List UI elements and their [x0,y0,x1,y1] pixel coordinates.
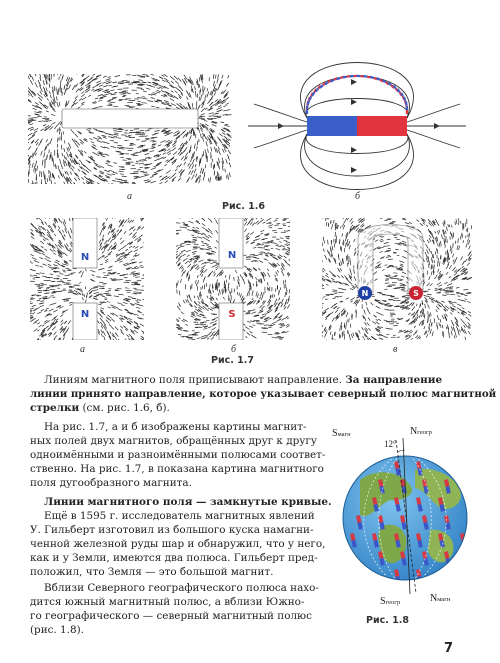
fig-1-6b-label: б [355,191,361,202]
paragraph-2-line-4: ственно. На рис. 1.7, в показана картина магнитного [30,463,324,475]
angle-label: 12° [384,439,397,449]
paragraph-4-line-1: Ещё в 1595 г. исследователь магнитных явлений [44,510,315,522]
paragraph-2-line-1: На рис. 1.7, а и б изображены картины магнит- [44,421,307,433]
fig-1-6a-label: а [127,191,132,202]
paragraph-4-line-4: как и у Земли, имеются два полюса. Гильберт пред- [30,552,318,564]
fig-1-7b-south-pole-bottom: S [222,305,242,323]
fig-1-7v-label: в [393,344,398,355]
paragraph-5-line-4: (рис. 1.8). [30,624,84,636]
paragraph-5-line-3: го географического — северный магнитный полюс [30,610,312,622]
paragraph-2-line-2: ных полей двух магнитов, обращённых друг к другу [30,435,317,447]
fig-1-6a-filings-photo [28,74,232,184]
paragraph-1-line-2: линии принято направление, которое указывает северный полюс магнитной [30,388,497,400]
iron-filings-pattern [28,74,232,184]
s-magn-label: Sмагн [332,428,351,439]
fig-1-7b-filings-photo [176,218,290,340]
fig-1-7v-south-pole: S [409,286,423,300]
paragraph-4-line-2: У. Гильберт изготовил из большого куска намагни- [30,524,314,536]
fig-1-7v-north-pole: N [358,286,372,300]
paragraph-5-line-1: Вблизи Северного географического полюса нахо- [44,582,319,594]
fig-1-8-earth-diagram [330,426,480,610]
fig-1-6-caption: Рис. 1.6 [222,201,265,212]
field-lines-diagram [244,52,470,192]
page-number: 7 [444,641,454,656]
n-geogr-label: Nгеогр [410,426,432,437]
paragraph-5-line-2: дится южный магнитный полюс, а вблизи Южно- [30,596,305,608]
paragraph-1-line-3: стрелки (см. рис. 1.6, б). [30,402,170,414]
fig-1-6b-field-diagram [244,52,470,192]
fig-1-7b-north-pole-top: N [222,246,242,264]
s-geogr-label: Sгеогр [380,596,401,607]
earth-globe [330,430,480,610]
fig-1-7a-north-pole-bottom: N [75,305,95,323]
fig-1-7a-label: а [80,344,85,355]
paragraph-4-line-5: положил, что Земля — это большой магнит. [30,566,274,578]
n-magn-label: Nмагн [430,593,451,604]
fig-1-8-caption: Рис. 1.8 [366,615,409,626]
fig-1-7a-filings-photo [30,218,144,340]
paragraph-2-line-3: одноимёнными и разноимёнными полюсами соответ- [30,449,326,461]
fig-1-7v-filings-photo [322,218,472,340]
fig-1-7b-label: б [231,344,237,355]
paragraph-3-line-1: Линии магнитного поля — замкнутые кривые. [44,496,332,508]
fig-1-7a-north-pole-top: N [75,248,95,266]
paragraph-1-line-1: Линиям магнитного поля приписывают направление. За направление [44,374,443,386]
paragraph-4-line-3: ченной железной руды шар и обнаружил, что у него, [30,538,326,550]
fig-1-7-caption: Рис. 1.7 [211,355,254,366]
paragraph-2-line-5: поля дугообразного магнита. [30,477,192,489]
